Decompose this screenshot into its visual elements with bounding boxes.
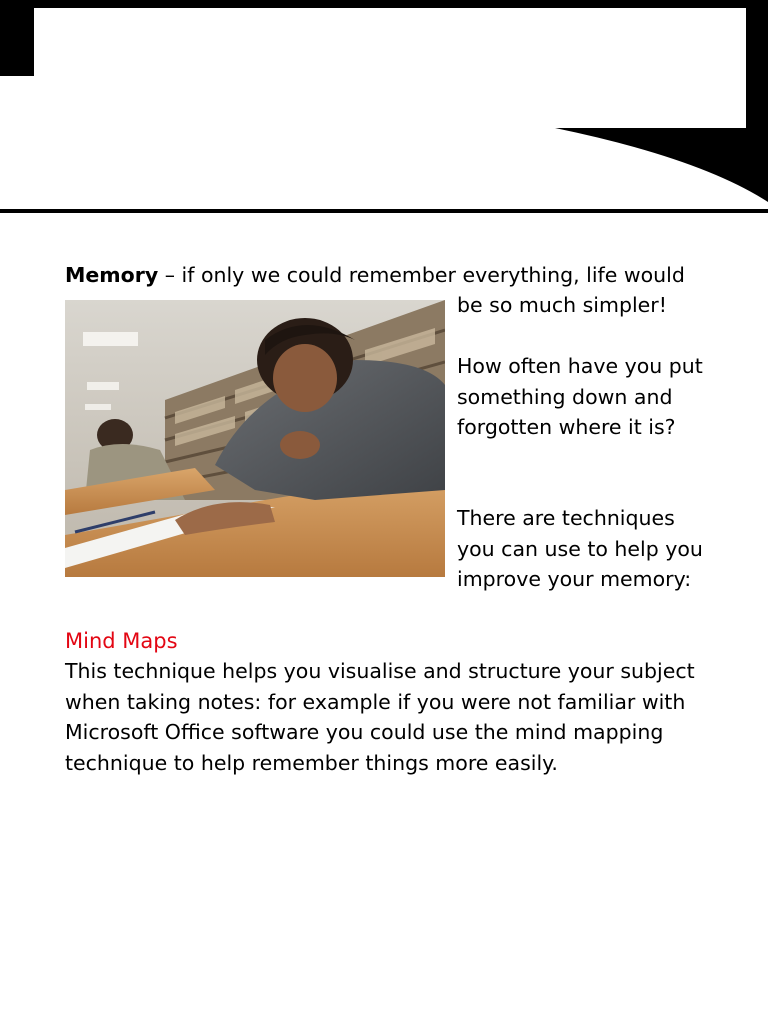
mind-maps-heading: Mind Maps xyxy=(65,629,178,653)
techniques-paragraph: There are techniques you can use to help you improve your memory: xyxy=(457,506,703,591)
intro-rest: – if only we could remember everything, life would xyxy=(158,263,685,287)
library-student-photo xyxy=(65,300,445,577)
mind-maps-paragraph: This technique helps you visualise and structure your subject when taking notes: for example if you were not familiar with Microsoft Office software you could use the mind mapping technique to help remember things more easily. xyxy=(65,659,695,776)
memory-keyword: Memory xyxy=(65,263,159,287)
simpler-line: be so much simpler! xyxy=(457,293,667,317)
intro-line xyxy=(65,260,685,291)
forgotten-paragraph: How often have you put something down and forgotten where it is? xyxy=(457,354,703,439)
header-banner xyxy=(0,0,768,216)
